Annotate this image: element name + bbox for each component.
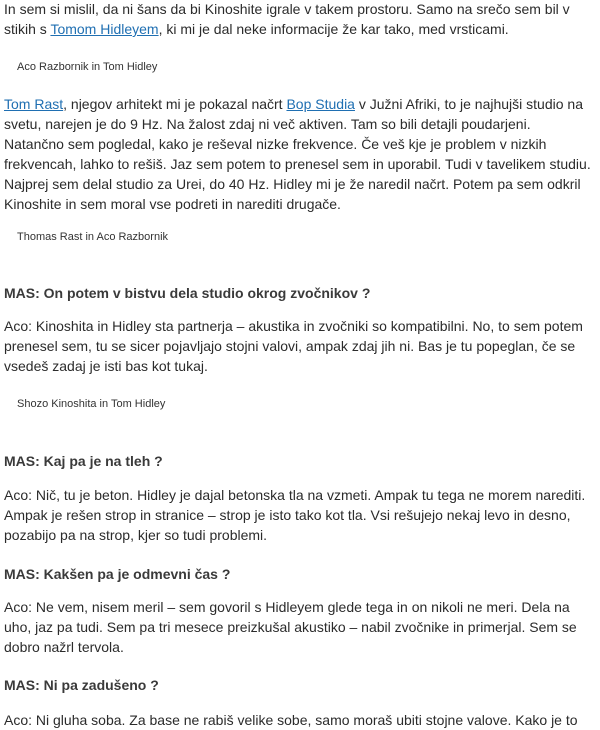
paragraph-text: , ki mi je dal neke informacije že kar tako, med vrsticami. [158,21,509,37]
interview-question: MAS: Ni pa zadušeno ? [4,677,159,693]
paragraph-intro [4,0,594,39]
interview-answer: Aco: Nič, tu je beton. Hidley je dajal betonska tla na vzmeti. Ampak tu tega ne morem narediti. Ampak je rešen strop in stranice – strop je isto tako kot tla. Vsi rešujejo nekaj levo in desno, pozabijo pa na strop, kjer so tudi problemi. [4,487,586,543]
interview-question: MAS: On potem v bistvu dela studio okrog zvočnikov ? [4,285,371,301]
image-caption: Aco Razbornik in Tom Hidley [17,61,158,73]
paragraph-bop-studio [4,94,594,214]
paragraph-text: In sem si mislil, da ni šans da bi Kinoshite igrale v takem prostoru. Samo na srečo sem bil v stikih s [4,1,570,37]
link-tom-hidley[interactable]: Tomom Hidleyem [50,21,159,37]
link-bop-studia[interactable]: Bop Studia [286,96,355,112]
paragraph-text: v Južni Afriki, to je najhujši studio na svetu, narejen je do 9 Hz. Na žalost zdaj ni več aktiven. Tam so bili detajli poudarjeni. Natančno sem pogledal, kako je reševal nizke frekvence. Če veš kje je problem v nizkih frekvencah, lahko to rešiš. Jaz sem potem to prenesel sem in uporabil. Tudi v tavelikem studiu. Najprej sem delal studio za Urei, do 40 Hz. Hidley mi je že naredil načrt. Potem pa sem odkril Kinoshite in sem moral vse podreti in narediti drugače. [4,96,591,212]
interview-answer: Aco: Kinoshita in Hidley sta partnerja – akustika in zvočniki so kompatibilni. No, to sem potem prenesel sem, tu se sicer pojavljajo stojni valovi, ampak zdaj jih ni. Bas je tu popeglan, če se vsedeš zadaj je isti bas kot tukaj. [4,318,583,374]
image-caption: Thomas Rast in Aco Razbornik [17,231,169,243]
interview-question: MAS: Kakšen pa je odmevni čas ? [4,566,231,582]
interview-question: MAS: Kaj pa je na tleh ? [4,453,163,469]
image-caption: Shozo Kinoshita in Tom Hidley [17,398,166,410]
paragraph-text: , njegov arhitekt mi je pokazal načrt [63,96,287,112]
interview-answer: Aco: Ni gluha soba. Za base ne rabiš velike sobe, samo moraš ubiti stojne valove. Kako je to [4,712,578,728]
link-tom-rast[interactable]: Tom Rast [4,96,64,112]
interview-answer: Aco: Ne vem, nisem meril – sem govoril s Hidleyem glede tega in on nikoli ne meri. Dela na uho, jaz pa tudi. Sem pa tri mesece preizkušal akustiko – nabil zvočnike in primerjal. Sem se dobro nažrl tervola. [4,599,577,655]
